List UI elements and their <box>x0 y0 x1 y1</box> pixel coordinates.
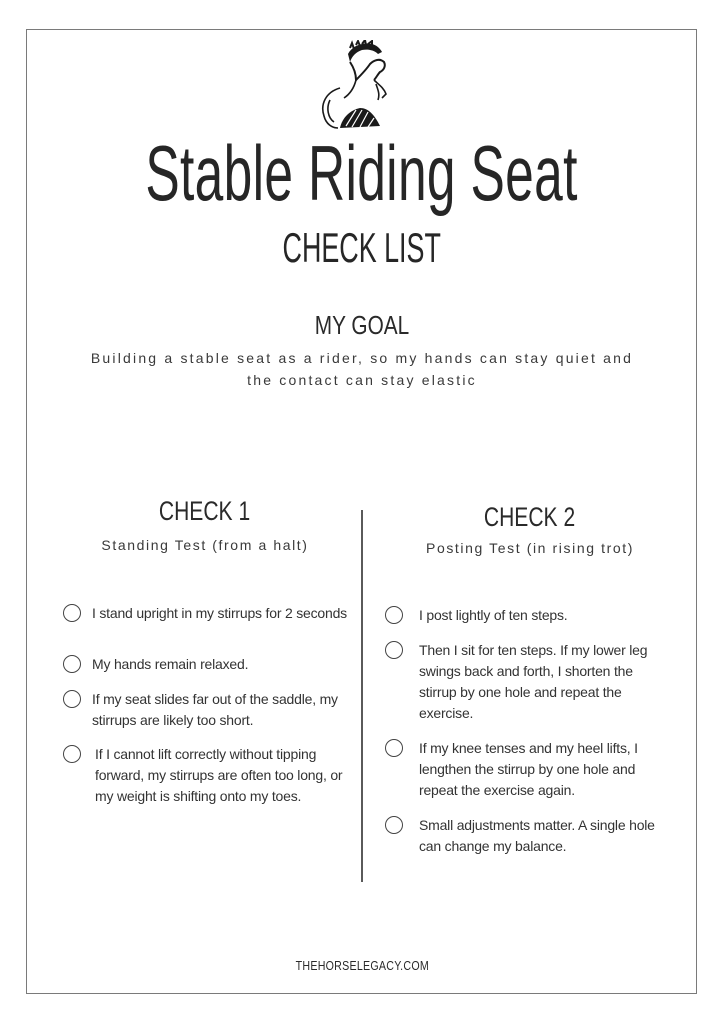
checkbox-circle-icon[interactable] <box>385 641 403 659</box>
item-text: Then I sit for ten steps. If my lower leg swings back and forth, I shorten the stirrup by one hole and repeat the exercise. <box>419 642 648 721</box>
goal-heading: MY GOAL <box>314 310 410 340</box>
checkbox-circle-icon[interactable] <box>63 604 81 622</box>
check-2-subheading: Posting Test (in rising trot) <box>426 540 634 556</box>
check-2-heading: CHECK 2 <box>484 502 576 532</box>
check-1-item-4[interactable] <box>63 744 348 807</box>
subtitle-container <box>0 224 724 272</box>
checkbox-circle-icon[interactable] <box>385 606 403 624</box>
goal-text: Building a stable seat as a rider, so my hands can stay quiet and the contact can stay elastic <box>90 350 634 388</box>
item-text: I post lightly of ten steps. <box>419 607 568 623</box>
item-text: If I cannot lift correctly without tipping forward, my stirrups are often too long, or my weight is shifting onto my toes. <box>95 746 343 804</box>
title-container <box>0 128 724 218</box>
item-text: I stand upright in my stirrups for 2 seconds <box>92 605 347 621</box>
page-subtitle: CHECK LIST <box>282 224 442 271</box>
item-text: If my seat slides far out of the saddle, my stirrups are likely too short. <box>92 691 338 728</box>
checkbox-circle-icon[interactable] <box>385 816 403 834</box>
rearing-horse-logo-icon <box>310 40 396 136</box>
item-text: Small adjustments matter. A single hole can change my balance. <box>419 817 655 854</box>
check-1-item-3[interactable] <box>63 689 348 731</box>
check-2-item-4[interactable] <box>385 815 670 857</box>
check-1-item-1[interactable] <box>63 603 348 624</box>
check-2-heading-container <box>385 502 675 532</box>
checkbox-circle-icon[interactable] <box>63 745 81 763</box>
check-1-item-2[interactable] <box>63 654 348 675</box>
check-2-item-3[interactable] <box>385 738 665 801</box>
item-text: If my knee tenses and my heel lifts, I lengthen the stirrup by one hole and repeat the exercise again. <box>419 740 638 798</box>
checkbox-circle-icon[interactable] <box>385 739 403 757</box>
goal-heading-container <box>0 310 724 340</box>
check-2-item-2[interactable] <box>385 640 665 724</box>
item-text: My hands remain relaxed. <box>92 656 249 672</box>
check-2-item-1[interactable] <box>385 605 670 626</box>
page-title: Stable Riding Seat <box>145 129 579 217</box>
footer-container <box>0 957 724 975</box>
check-1-heading: CHECK 1 <box>159 496 251 526</box>
checkbox-circle-icon[interactable] <box>63 655 81 673</box>
footer-website-link[interactable]: THEHORSELEGACY.COM <box>295 958 429 973</box>
check-1-heading-container <box>60 496 350 526</box>
column-divider <box>361 510 363 882</box>
checkbox-circle-icon[interactable] <box>63 690 81 708</box>
check-1-subheading: Standing Test (from a halt) <box>101 537 309 553</box>
